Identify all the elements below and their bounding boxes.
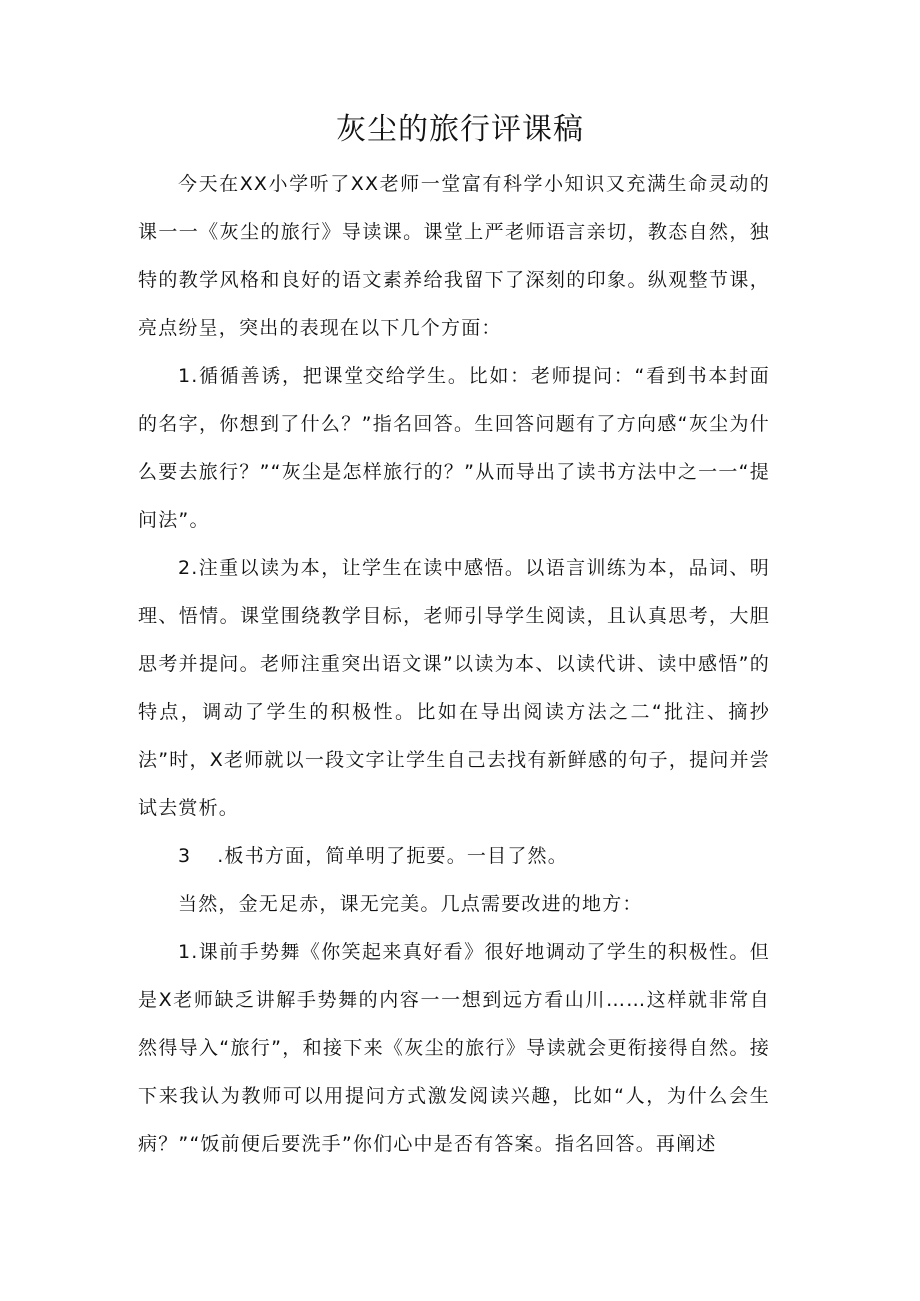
page-title: 灰尘的旅行评课稿 [336, 112, 584, 147]
list-number: 1 [178, 365, 192, 387]
paragraph-text: .板书方面，简单明了扼要。一目了然。 [217, 845, 568, 867]
list-number: 2 [178, 557, 192, 579]
paragraph-text: .注重以读为本，让学生在读中感悟。以语言训练为本，品词、明理、悟情。课堂围绕教学目标，老师引导学生阅读，且认真思考，大胆思考并提问。老师注重突出语文课”以读为本、以读代讲、读中感悟”的特点，调动了学生的积极性。比如在导出阅读方法之二“批注、摘抄法”时，X老师就以一段文字让学生自己去找有新鲜感的句子，提问并尝试去赏析。 [138, 557, 770, 819]
paragraph-transition [138, 880, 770, 928]
list-number: 1 [178, 941, 192, 963]
paragraph-point-3 [138, 832, 770, 880]
paragraph-improve-1 [138, 928, 770, 1168]
paragraph-text: 今天在XX小学听了XX老师一堂富有科学小知识又充满生命灵动的课一一《灰尘的旅行》导读课。课堂上严老师语言亲切，教态自然，独特的教学风格和良好的语文素养给我留下了深刻的印象。纵观整节课，亮点纷呈，突出的表现在以下几个方面： [138, 173, 770, 339]
paragraph-text: .课前手势舞《你笑起来真好看》很好地调动了学生的积极性。但是X老师缺乏讲解手势舞的内容一一想到远方看山川……这样就非常自然得导入“旅行”，和接下来《灰尘的旅行》导读就会更衔接得自然。接下来我认为教师可以用提问方式激发阅读兴趣，比如“人，为什么会生病？”“饭前便后要洗手”你们心中是否有答案。指名回答。再阐述 [138, 941, 770, 1155]
paragraph-point-2 [138, 544, 770, 832]
document-body [138, 160, 770, 1168]
paragraph-text: .循循善诱，把课堂交给学生。比如：老师提问：“看到书本封面的名字，你想到了什么？”指名回答。生回答问题有了方向感“灰尘为什么要去旅行？”“灰尘是怎样旅行的？”从而导出了读书方法中之一一“提问法”。 [138, 365, 770, 531]
paragraph-point-1 [138, 352, 770, 544]
paragraph-text: 当然，金无足赤，课无完美。几点需要改进的地方： [178, 893, 643, 915]
list-number: 3 [178, 845, 192, 867]
paragraph-intro [138, 160, 770, 352]
